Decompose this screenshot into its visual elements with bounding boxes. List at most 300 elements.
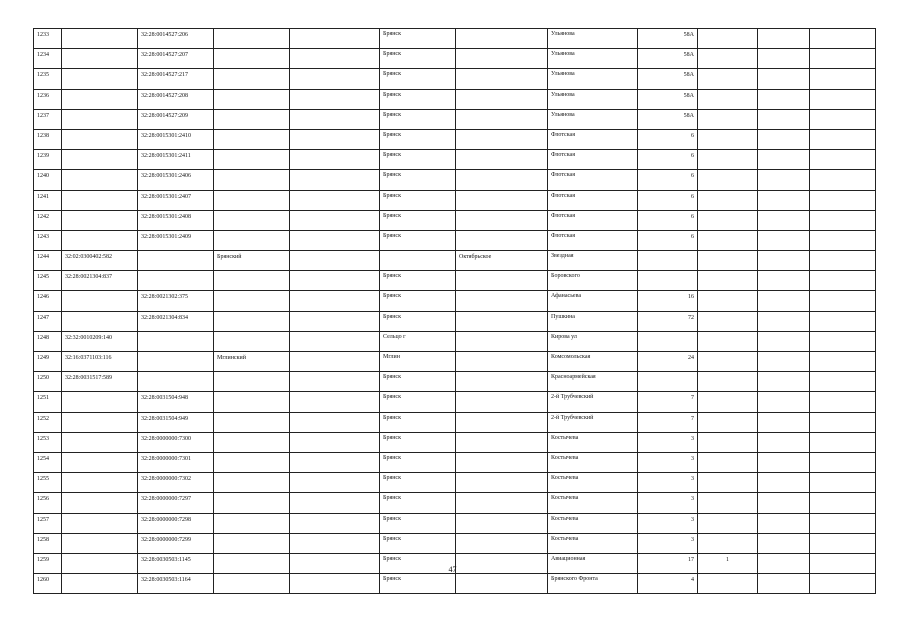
cell-c4 <box>214 109 290 129</box>
cell-c13 <box>810 29 876 49</box>
cell-street: Костычева <box>548 432 638 452</box>
table-row <box>34 574 876 594</box>
cell-house: 3 <box>638 432 698 452</box>
cell-c2 <box>62 493 138 513</box>
cell-c5 <box>290 210 380 230</box>
cell-c4: Брянский <box>214 251 290 271</box>
cell-c12 <box>758 452 810 472</box>
cell-c5 <box>290 452 380 472</box>
table-row <box>34 311 876 331</box>
cell-c12 <box>758 271 810 291</box>
cell-city: Брянск <box>380 89 456 109</box>
cell-c13 <box>810 473 876 493</box>
cell-c13 <box>810 109 876 129</box>
cell-n: 1242 <box>34 210 62 230</box>
cell-n: 1259 <box>34 553 62 573</box>
cell-city: Брянск <box>380 291 456 311</box>
cell-n: 1247 <box>34 311 62 331</box>
cell-c5 <box>290 311 380 331</box>
cell-street: Красноармейская <box>548 372 638 392</box>
cell-city: Брянск <box>380 553 456 573</box>
table-row <box>34 251 876 271</box>
cell-c11 <box>698 190 758 210</box>
cell-c4 <box>214 291 290 311</box>
cell-c5 <box>290 29 380 49</box>
cell-c13 <box>810 513 876 533</box>
cell-house: 3 <box>638 533 698 553</box>
cell-c12 <box>758 291 810 311</box>
cell-c12 <box>758 574 810 594</box>
cell-c5 <box>290 473 380 493</box>
cell-cad: 32:28:0014527:217 <box>138 69 214 89</box>
cell-c2 <box>62 412 138 432</box>
cell-city <box>380 251 456 271</box>
cell-c11 <box>698 452 758 472</box>
cell-c13 <box>810 170 876 190</box>
cell-n: 1258 <box>34 533 62 553</box>
cell-c11 <box>698 210 758 230</box>
cell-house: 4 <box>638 574 698 594</box>
cell-c7 <box>456 372 548 392</box>
cell-n: 1254 <box>34 452 62 472</box>
cell-c5 <box>290 271 380 291</box>
cell-house: 6 <box>638 170 698 190</box>
cell-house: 6 <box>638 150 698 170</box>
cell-street: Костычева <box>548 513 638 533</box>
cell-c11 <box>698 109 758 129</box>
cell-c7 <box>456 473 548 493</box>
cell-house: 6 <box>638 190 698 210</box>
cell-c7 <box>456 513 548 533</box>
table-row <box>34 452 876 472</box>
table-row <box>34 331 876 351</box>
cell-c13 <box>810 271 876 291</box>
cell-c7 <box>456 291 548 311</box>
cell-c7 <box>456 352 548 372</box>
cell-street: Ульянова <box>548 109 638 129</box>
cell-cad: 32:28:0015301:2409 <box>138 230 214 250</box>
cell-c11 <box>698 29 758 49</box>
cell-c4 <box>214 129 290 149</box>
cell-c13 <box>810 432 876 452</box>
cell-n: 1234 <box>34 49 62 69</box>
cell-house: 7 <box>638 412 698 432</box>
cell-cad: 32:28:0000000:7299 <box>138 533 214 553</box>
cell-street: Кирова ул <box>548 331 638 351</box>
cell-c2 <box>62 452 138 472</box>
table-body <box>34 29 876 594</box>
cell-n: 1252 <box>34 412 62 432</box>
table-row <box>34 89 876 109</box>
cell-c5 <box>290 533 380 553</box>
cell-n: 1245 <box>34 271 62 291</box>
cell-c11: 1 <box>698 553 758 573</box>
cell-city: Брянск <box>380 170 456 190</box>
cell-c5 <box>290 251 380 271</box>
table-row <box>34 69 876 89</box>
cell-street: 2-й Трубчевский <box>548 412 638 432</box>
cell-c5 <box>290 129 380 149</box>
cell-n: 1248 <box>34 331 62 351</box>
cell-c2: 32:28:0021304:837 <box>62 271 138 291</box>
cell-n: 1241 <box>34 190 62 210</box>
cell-cad <box>138 331 214 351</box>
cell-c2 <box>62 150 138 170</box>
table-row <box>34 291 876 311</box>
cell-cad: 32:28:0030503:1164 <box>138 574 214 594</box>
cell-c12 <box>758 432 810 452</box>
cell-cad: 32:28:0021302:375 <box>138 291 214 311</box>
cell-c11 <box>698 129 758 149</box>
cell-c13 <box>810 533 876 553</box>
cell-c4 <box>214 230 290 250</box>
cell-c2 <box>62 69 138 89</box>
cell-c12 <box>758 352 810 372</box>
cell-street: Ульянова <box>548 49 638 69</box>
cell-c12 <box>758 170 810 190</box>
cell-c11 <box>698 493 758 513</box>
cell-city: Брянск <box>380 29 456 49</box>
cell-house <box>638 372 698 392</box>
cell-cad: 32:28:0000000:7301 <box>138 452 214 472</box>
cell-city: Мглин <box>380 352 456 372</box>
cell-city: Брянск <box>380 574 456 594</box>
cell-c5 <box>290 89 380 109</box>
cell-cad: 32:28:0000000:7300 <box>138 432 214 452</box>
cell-c11 <box>698 230 758 250</box>
cell-c2 <box>62 29 138 49</box>
cell-street: Флотская <box>548 150 638 170</box>
table-row <box>34 412 876 432</box>
cell-c2: 32:28:0031517:589 <box>62 372 138 392</box>
table-row <box>34 109 876 129</box>
cell-cad: 32:28:0014527:209 <box>138 109 214 129</box>
cell-cad: 32:28:0015301:2407 <box>138 190 214 210</box>
cell-street: Афанасьева <box>548 291 638 311</box>
cell-c12 <box>758 69 810 89</box>
cell-c7 <box>456 533 548 553</box>
cell-c7 <box>456 311 548 331</box>
cell-c11 <box>698 412 758 432</box>
cell-house: 3 <box>638 452 698 472</box>
cell-c12 <box>758 251 810 271</box>
cell-city: Брянск <box>380 109 456 129</box>
cell-house: 58А <box>638 89 698 109</box>
cell-c13 <box>810 291 876 311</box>
cell-c5 <box>290 109 380 129</box>
cell-c12 <box>758 473 810 493</box>
cell-house: 3 <box>638 513 698 533</box>
cell-c12 <box>758 493 810 513</box>
cell-c7 <box>456 69 548 89</box>
cell-cad: 32:28:0014527:207 <box>138 49 214 69</box>
cell-city: Брянск <box>380 493 456 513</box>
cell-c4 <box>214 473 290 493</box>
cell-c5 <box>290 331 380 351</box>
cell-c5 <box>290 49 380 69</box>
cell-street: Ульянова <box>548 69 638 89</box>
cell-c4: Мглинский <box>214 352 290 372</box>
cell-city: Брянск <box>380 412 456 432</box>
cell-n: 1246 <box>34 291 62 311</box>
cell-c7 <box>456 210 548 230</box>
cell-c2 <box>62 129 138 149</box>
cell-c12 <box>758 372 810 392</box>
cell-c11 <box>698 291 758 311</box>
cell-c5 <box>290 291 380 311</box>
cell-c2 <box>62 513 138 533</box>
cell-house: 3 <box>638 473 698 493</box>
cell-c12 <box>758 311 810 331</box>
cell-house: 58А <box>638 69 698 89</box>
cell-city: Брянск <box>380 432 456 452</box>
cell-n: 1240 <box>34 170 62 190</box>
cell-city: Брянск <box>380 271 456 291</box>
cell-c7 <box>456 271 548 291</box>
cell-n: 1250 <box>34 372 62 392</box>
cell-c11 <box>698 311 758 331</box>
cell-c4 <box>214 170 290 190</box>
cell-house <box>638 271 698 291</box>
cell-house <box>638 331 698 351</box>
cell-city: Брянск <box>380 150 456 170</box>
cell-city: Брянск <box>380 533 456 553</box>
cell-c13 <box>810 311 876 331</box>
cell-c13 <box>810 49 876 69</box>
cell-c4 <box>214 69 290 89</box>
cell-n: 1251 <box>34 392 62 412</box>
cell-c12 <box>758 190 810 210</box>
cell-c2 <box>62 432 138 452</box>
cell-n: 1260 <box>34 574 62 594</box>
cell-cad: 32:28:0031504:949 <box>138 412 214 432</box>
cell-c2: 32:02:0300402:582 <box>62 251 138 271</box>
cell-house <box>638 251 698 271</box>
cell-c2 <box>62 49 138 69</box>
cell-c7 <box>456 412 548 432</box>
page-number: 47 <box>448 565 457 574</box>
table-row <box>34 392 876 412</box>
cell-cad: 32:28:0014527:208 <box>138 89 214 109</box>
cell-c11 <box>698 69 758 89</box>
cell-c2 <box>62 533 138 553</box>
cell-c5 <box>290 352 380 372</box>
cell-c5 <box>290 69 380 89</box>
cell-c13 <box>810 210 876 230</box>
cell-c4 <box>214 513 290 533</box>
cell-c7 <box>456 109 548 129</box>
cell-house: 7 <box>638 392 698 412</box>
cell-c12 <box>758 412 810 432</box>
cell-street: Флотская <box>548 230 638 250</box>
cell-c5 <box>290 372 380 392</box>
cell-house: 58А <box>638 29 698 49</box>
cell-street: Комсомольская <box>548 352 638 372</box>
cell-c7 <box>456 150 548 170</box>
cell-c4 <box>214 271 290 291</box>
cell-c13 <box>810 331 876 351</box>
cell-city: Брянск <box>380 210 456 230</box>
cell-c2 <box>62 574 138 594</box>
cell-n: 1249 <box>34 352 62 372</box>
cell-c11 <box>698 372 758 392</box>
cell-c5 <box>290 230 380 250</box>
cell-c2 <box>62 230 138 250</box>
cell-c4 <box>214 452 290 472</box>
cell-c5 <box>290 513 380 533</box>
cell-c4 <box>214 150 290 170</box>
cell-c4 <box>214 533 290 553</box>
cell-c4 <box>214 372 290 392</box>
cell-c7 <box>456 452 548 472</box>
cell-street: Авиационная <box>548 553 638 573</box>
cell-c11 <box>698 352 758 372</box>
table-row <box>34 533 876 553</box>
cell-c7: Октябрьское <box>456 251 548 271</box>
cell-c4 <box>214 574 290 594</box>
cell-c13 <box>810 150 876 170</box>
cell-house: 24 <box>638 352 698 372</box>
cell-c11 <box>698 473 758 493</box>
cell-c13 <box>810 251 876 271</box>
cell-house: 58А <box>638 49 698 69</box>
cell-c12 <box>758 533 810 553</box>
cell-c11 <box>698 251 758 271</box>
cell-c2 <box>62 170 138 190</box>
cell-cad <box>138 271 214 291</box>
cell-c13 <box>810 230 876 250</box>
cell-c13 <box>810 129 876 149</box>
cell-c2 <box>62 190 138 210</box>
cell-cad: 32:28:0015301:2411 <box>138 150 214 170</box>
cell-c5 <box>290 190 380 210</box>
cell-city: Брянск <box>380 311 456 331</box>
cell-c7 <box>456 493 548 513</box>
cell-city: Брянск <box>380 513 456 533</box>
cell-n: 1238 <box>34 129 62 149</box>
cell-n: 1243 <box>34 230 62 250</box>
cell-street: Ульянова <box>548 89 638 109</box>
cell-c5 <box>290 432 380 452</box>
cell-street: Флотская <box>548 210 638 230</box>
cell-c11 <box>698 150 758 170</box>
cell-street: 2-й Трубчевский <box>548 392 638 412</box>
table-row <box>34 352 876 372</box>
cell-n: 1255 <box>34 473 62 493</box>
cell-n: 1236 <box>34 89 62 109</box>
cell-c11 <box>698 89 758 109</box>
cell-c12 <box>758 230 810 250</box>
cell-street: Костычева <box>548 533 638 553</box>
cell-c4 <box>214 493 290 513</box>
cell-c7 <box>456 574 548 594</box>
cell-c13 <box>810 412 876 432</box>
cell-city: Брянск <box>380 392 456 412</box>
cell-c4 <box>214 210 290 230</box>
cell-city: Брянск <box>380 129 456 149</box>
cell-c12 <box>758 210 810 230</box>
cell-c11 <box>698 392 758 412</box>
cell-city: Брянск <box>380 190 456 210</box>
cell-c2 <box>62 392 138 412</box>
cell-c12 <box>758 129 810 149</box>
cell-n: 1237 <box>34 109 62 129</box>
cell-c13 <box>810 352 876 372</box>
table-row <box>34 372 876 392</box>
cell-city: Брянск <box>380 452 456 472</box>
cell-c12 <box>758 331 810 351</box>
cell-house: 3 <box>638 493 698 513</box>
cell-n: 1256 <box>34 493 62 513</box>
table-row <box>34 271 876 291</box>
cell-c12 <box>758 392 810 412</box>
cell-house: 58А <box>638 109 698 129</box>
cell-house: 72 <box>638 311 698 331</box>
cell-house: 16 <box>638 291 698 311</box>
cell-c13 <box>810 190 876 210</box>
cell-c5 <box>290 170 380 190</box>
table-row <box>34 493 876 513</box>
cell-street: Костычева <box>548 473 638 493</box>
cell-cad: 32:28:0014527:206 <box>138 29 214 49</box>
cell-street: Боровского <box>548 271 638 291</box>
cell-street: Ульянова <box>548 29 638 49</box>
cell-c11 <box>698 170 758 190</box>
cell-c13 <box>810 69 876 89</box>
cell-house: 6 <box>638 230 698 250</box>
cell-c4 <box>214 190 290 210</box>
cell-c13 <box>810 574 876 594</box>
cell-cad: 32:28:0015301:2408 <box>138 210 214 230</box>
table-row <box>34 29 876 49</box>
cell-c13 <box>810 372 876 392</box>
cell-street: Флотская <box>548 129 638 149</box>
cell-c4 <box>214 311 290 331</box>
cell-c7 <box>456 392 548 412</box>
cell-c4 <box>214 29 290 49</box>
cell-c11 <box>698 574 758 594</box>
cell-street: Пушкина <box>548 311 638 331</box>
cell-street: Звездная <box>548 251 638 271</box>
cell-street: Флотская <box>548 170 638 190</box>
cell-c7 <box>456 331 548 351</box>
cell-c2 <box>62 311 138 331</box>
cell-city: Брянск <box>380 69 456 89</box>
cell-city: Брянск <box>380 49 456 69</box>
cell-c2 <box>62 210 138 230</box>
cell-c11 <box>698 533 758 553</box>
table-row <box>34 150 876 170</box>
cell-n: 1233 <box>34 29 62 49</box>
table-row <box>34 210 876 230</box>
cell-c2: 32:32:0010209:140 <box>62 331 138 351</box>
cell-c11 <box>698 432 758 452</box>
cell-cad: 32:28:0000000:7302 <box>138 473 214 493</box>
cell-c5 <box>290 150 380 170</box>
table-row <box>34 230 876 250</box>
cell-cad: 32:28:0015301:2410 <box>138 129 214 149</box>
cell-street: Костычева <box>548 493 638 513</box>
cell-c11 <box>698 513 758 533</box>
cell-n: 1235 <box>34 69 62 89</box>
cell-c4 <box>214 89 290 109</box>
table-row <box>34 170 876 190</box>
cell-c7 <box>456 129 548 149</box>
cell-house: 17 <box>638 553 698 573</box>
cell-n: 1239 <box>34 150 62 170</box>
cell-c4 <box>214 432 290 452</box>
cell-c12 <box>758 109 810 129</box>
